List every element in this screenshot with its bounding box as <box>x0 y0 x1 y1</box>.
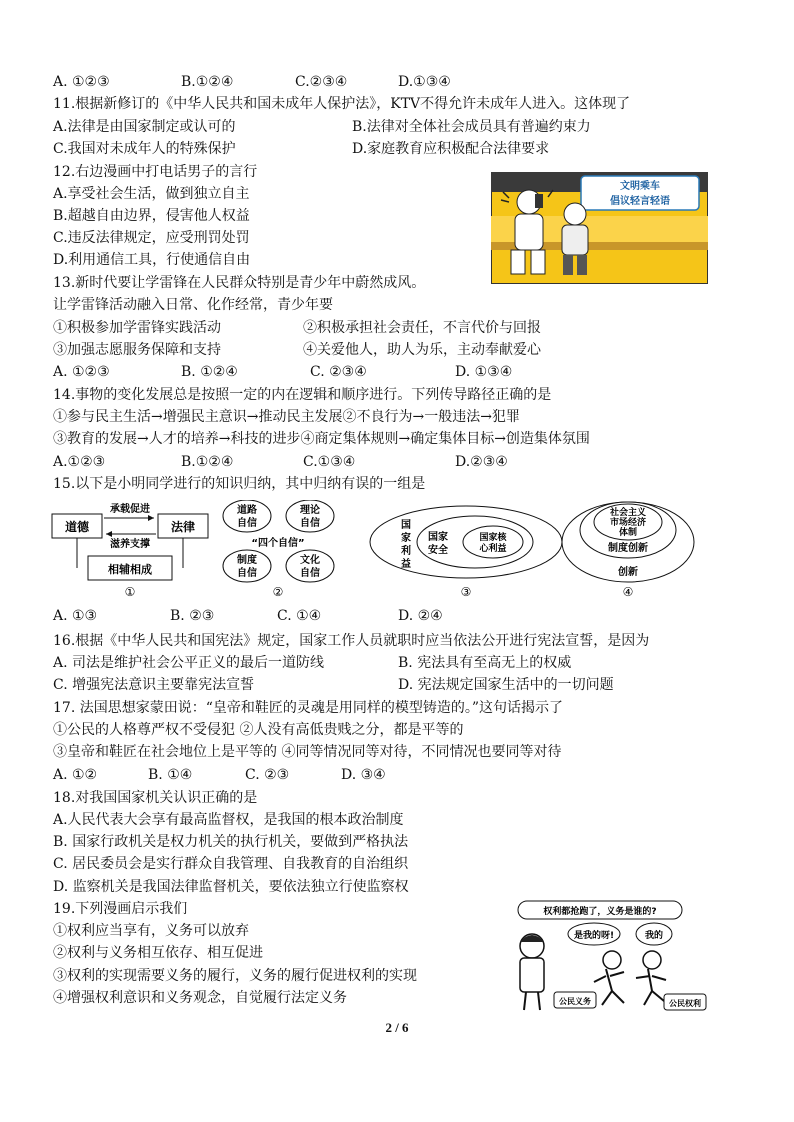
q13-item-2: ②积极承担社会责任，不言代价与回报 <box>303 320 541 336</box>
q19-stem: 19.下列漫画启示我们 <box>53 901 188 917</box>
q12-stem: 12.右边漫画中打电话男子的言行 <box>53 164 258 180</box>
svg-text:国家核: 国家核 <box>479 533 507 543</box>
q17-line1: ①公民的人格尊严权不受侵犯 ②人没有高低贵贱之分，都是平等的 <box>53 722 464 738</box>
svg-text:创新: 创新 <box>618 567 638 578</box>
page-number: 2 / 6 <box>385 1020 409 1035</box>
q19-label-1: 公民义务 <box>559 997 591 1006</box>
svg-text:益: 益 <box>401 559 411 570</box>
svg-text:国家: 国家 <box>428 532 448 543</box>
q11-option-d: D.家庭教育应积极配合法律要求 <box>352 141 550 157</box>
q19-bubble-2: 我的 <box>644 931 664 941</box>
q18-stem: 18.对我国国家机关认识正确的是 <box>53 790 258 806</box>
q15-option-d: D. ②④ <box>398 608 443 624</box>
q10-option-a: A. ①②③ <box>53 74 110 90</box>
q16-option-c: C. 增强宪法意识主要靠宪法宣誓 <box>53 677 255 693</box>
q16-option-b: B. 宪法具有至高无上的权威 <box>398 655 572 671</box>
q17-option-b: B. ①④ <box>148 767 193 783</box>
q19-cartoon-image <box>494 898 708 1018</box>
q15-option-b: B. ②③ <box>170 608 215 624</box>
svg-text:制度: 制度 <box>237 555 257 566</box>
q15-diagram-3 <box>370 506 562 599</box>
svg-text:国: 国 <box>401 520 411 531</box>
q16-stem: 16.根据《中华人民共和国宪法》规定，国家工作人员就职时应当依法公开进行宪法宣誓，是因为 <box>53 633 650 649</box>
q13-stem-line2: 让学雷锋活动融入日常、化作经常，青少年要 <box>53 297 333 313</box>
q13-option-c: C. ②③④ <box>310 364 367 380</box>
q14-option-b: B.①②④ <box>181 454 234 470</box>
q12-cartoon-image <box>491 172 708 284</box>
svg-text:②: ② <box>272 585 284 599</box>
q16-option-d: D. 宪法规定国家生活中的一切问题 <box>398 677 614 693</box>
q10-option-c: C.②③④ <box>295 74 348 90</box>
q19-label-2: 公民权利 <box>669 999 701 1008</box>
q13-item-4: ④关爱他人，助人为乐，主动奉献爱心 <box>303 342 541 358</box>
q12-option-b: B.超越自由边界，侵害他人权益 <box>53 208 250 224</box>
q14-option-d: D.②③④ <box>455 454 508 470</box>
q10-option-b: B.①②④ <box>181 74 234 90</box>
q19-bubble-1: 是我的呀! <box>573 931 615 941</box>
q14-option-a: A.①②③ <box>53 454 106 470</box>
q11-stem: 11.根据新修订的《中华人民共和国未成年人保护法》，KTV不得允许未成年人进入。这体现了 <box>53 96 631 112</box>
q14-stem: 14.事物的变化发展总是按照一定的内在逻辑和顺序进行。下列传导路径正确的是 <box>53 387 552 403</box>
svg-text:承载促进: 承载促进 <box>110 504 150 515</box>
q12-sign-line1: 文明乘车 <box>620 181 660 192</box>
q18-option-c: C. 居民委员会是实行群众自我管理、自我教育的自治组织 <box>53 856 409 872</box>
q13-item-1: ①积极参加学雷锋实践活动 <box>53 320 221 336</box>
svg-text:道路: 道路 <box>237 505 257 516</box>
q14-option-c: C.①③④ <box>303 454 356 470</box>
svg-text:体制: 体制 <box>618 528 638 538</box>
q19-item-2: ②权利与义务相互依存、相互促进 <box>53 945 263 961</box>
svg-text:“四个自信”: “四个自信” <box>251 538 305 549</box>
q16-option-a: A. 司法是维护社会公平正义的最后一道防线 <box>53 655 325 671</box>
svg-text:利: 利 <box>401 546 411 557</box>
svg-text:法律: 法律 <box>170 520 196 534</box>
q10-option-d: D.①③④ <box>398 74 451 90</box>
svg-text:道德: 道德 <box>64 520 90 534</box>
q12-sign-line2: 倡议轻言轻语 <box>610 196 670 207</box>
q14-line2: ③教育的发展→人才的培养→科技的进步④商定集体规则→确定集体目标→创造集体氛围 <box>53 431 590 447</box>
svg-text:文化: 文化 <box>300 555 320 566</box>
q18-option-d: D. 监察机关是我国法律监督机关，要依法独立行使监察权 <box>53 879 409 895</box>
svg-text:心利益: 心利益 <box>479 544 507 554</box>
q13-stem-line1: 13.新时代要让学雷锋在人民群众特别是青少年中蔚然成风。 <box>53 275 426 291</box>
svg-text:①: ① <box>124 585 136 599</box>
q18-option-a: A.人民代表大会享有最高监督权，是我国的根本政治制度 <box>53 812 404 828</box>
svg-text:自信: 自信 <box>237 568 257 579</box>
q17-option-d: D. ③④ <box>341 767 386 783</box>
svg-text:家: 家 <box>401 533 411 544</box>
svg-text:制度创新: 制度创新 <box>608 543 648 554</box>
q13-option-a: A. ①②③ <box>53 364 110 380</box>
q19-item-1: ①权利应当享有，义务可以放弃 <box>53 923 249 939</box>
q19-item-3: ③权利的实现需要义务的履行，义务的履行促进权利的实现 <box>53 968 417 984</box>
svg-text:③: ③ <box>460 585 472 599</box>
q12-option-c: C.违反法律规定，应受刑罚处罚 <box>53 230 250 246</box>
svg-text:相辅相成: 相辅相成 <box>108 563 152 576</box>
q15-diagram-1 <box>52 502 208 599</box>
q11-option-a: A.法律是由国家制定或认可的 <box>53 119 236 135</box>
q15-option-c: C. ①④ <box>277 608 322 624</box>
q15-stem: 15.以下是小明同学进行的知识归纳，其中归纳有误的一组是 <box>53 476 426 492</box>
q13-option-b: B. ①②④ <box>181 364 238 380</box>
svg-text:社会主义: 社会主义 <box>609 508 647 518</box>
svg-text:自信: 自信 <box>237 518 257 529</box>
q13-item-3: ③加强志愿服务保障和支持 <box>53 342 221 358</box>
svg-text:④: ④ <box>622 585 634 599</box>
q17-option-a: A. ①② <box>53 767 98 783</box>
q14-line1: ①参与民主生活→增强民主意识→推动民主发展②不良行为→一般违法→犯罪 <box>53 409 520 425</box>
q15-option-a: A. ①③ <box>53 608 98 624</box>
svg-text:滋养支撑: 滋养支撑 <box>110 539 150 550</box>
q11-option-b: B.法律对全体社会成员具有普遍约束力 <box>352 119 591 135</box>
svg-text:安全: 安全 <box>428 545 448 556</box>
q17-stem: 17. 法国思想家蒙田说：“皇帝和鞋匠的灵魂是用同样的模型铸造的。”这句话揭示了 <box>53 700 564 716</box>
q12-option-d: D.利用通信工具，行使通信自由 <box>53 252 251 268</box>
svg-text:理论: 理论 <box>300 505 320 516</box>
q15-diagrams <box>48 500 758 610</box>
svg-text:自信: 自信 <box>300 518 320 529</box>
q15-diagram-4 <box>562 502 694 599</box>
svg-text:市场经济: 市场经济 <box>609 518 647 528</box>
q13-option-d: D. ①③④ <box>455 364 513 380</box>
q11-option-c: C.我国对未成年人的特殊保护 <box>53 141 236 157</box>
q19-cartoon-title: 权利都抢跑了，义务是谁的? <box>543 907 657 917</box>
q12-option-a: A.享受社会生活，做到独立自主 <box>53 186 250 202</box>
q19-item-4: ④增强权利意识和义务观念，自觉履行法定义务 <box>53 990 347 1006</box>
q15-diagram-2 <box>223 500 334 599</box>
q17-line2: ③皇帝和鞋匠在社会地位上是平等的 ④同等情况同等对待，不同情况也要同等对待 <box>53 744 562 760</box>
svg-text:自信: 自信 <box>300 568 320 579</box>
q18-option-b: B. 国家行政机关是权力机关的执行机关，要做到严格执法 <box>53 834 409 850</box>
q17-option-c: C. ②③ <box>245 767 290 783</box>
